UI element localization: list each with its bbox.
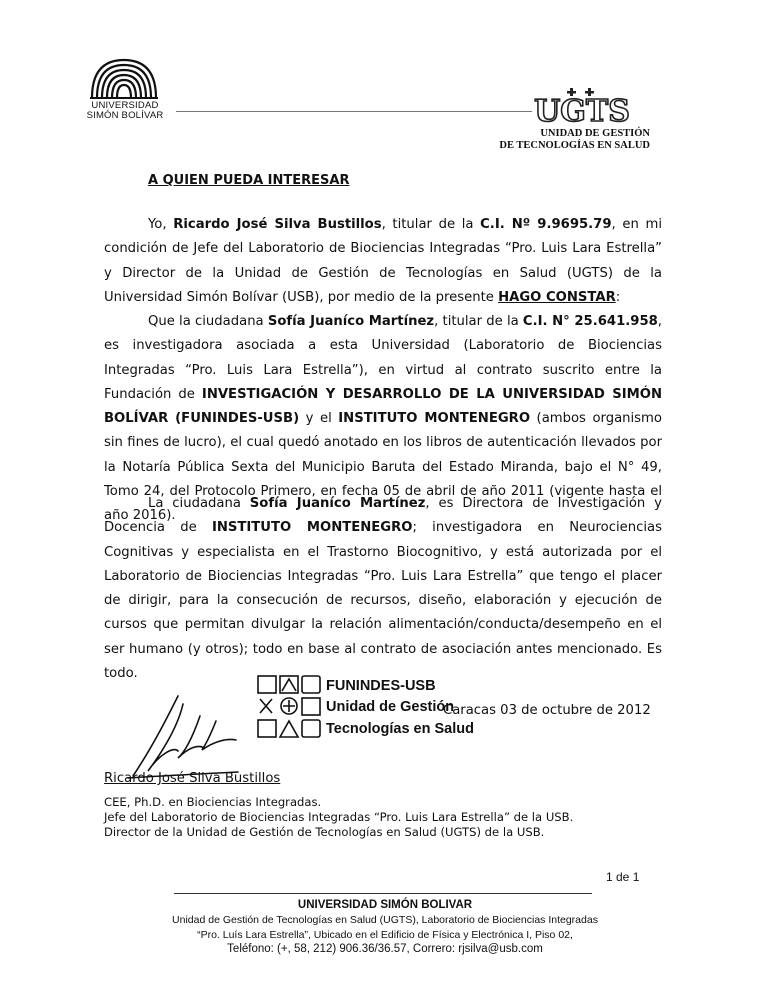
ugts-logo-text: UGTS (534, 94, 630, 129)
ugts-subtitle (490, 128, 650, 152)
footer-rule (174, 893, 592, 894)
p1-text-1: Yo, (148, 217, 174, 232)
stamp-line2: Unidad de Gestión (326, 699, 455, 715)
p3-text-2: , es Directora de Investigación y Docencia de (104, 496, 662, 536)
usb-name-line1: UNIVERSIDAD (91, 100, 159, 111)
stamp-line3: Tecnologías en Salud (326, 721, 474, 737)
p3-instituto: INSTITUTO MONTENEGRO (211, 520, 413, 536)
ugts-logo (534, 88, 630, 129)
p2-ci: C.I. N° 25.641.958 (522, 314, 658, 329)
p2-text-1: Que la ciudadana (148, 314, 268, 329)
p2-text-3: , es investigadora asociada a esta Universidad (Laboratorio de Biociencias Integradas “Pro. Luis Lara Estrella”), en virtud al contrato suscrito entre la Fundación de (104, 314, 662, 402)
ugts-subtitle-line2: DE TECNOLOGÍAS EN SALUD (499, 140, 650, 151)
ugts-subtitle-line1: UNIDAD DE GESTIÓN (540, 128, 650, 139)
paragraph-3 (104, 492, 662, 686)
p3-name: Sofía Juaníco Martínez (249, 496, 426, 511)
p1-text-2: , titular de la (381, 217, 481, 232)
page-number: 1 de 1 (606, 870, 640, 884)
credential-1: CEE, Ph.D. en Biociencias Integradas. (104, 795, 322, 809)
handwritten-signature (118, 676, 268, 786)
p3-text-3: ; investigadora en Neurociencias Cognitivas y especialista en el Trastorno Biocognitivo, y está autorizada por el Laboratorio de Biociencias Integradas “Pro. Luis Lara Estrella” que tengo el placer de dirigir, para la consecución de recursos, diseño, elaboración y ejecución de cursos que permitan divulgar la relación alimentación/conducta/desempeño en el ser humano (y otros); todo en base al contrato de asociación antes mencionado. Es todo. (104, 520, 662, 682)
stamp-line1: FUNINDES-USB (326, 678, 436, 694)
p2-text-5: (ambos organismo sin fines de lucro), el cual quedó anotado en los libros de autenticación llevados por la Notaría Pública Sexta del Municipio Baruta del Estado Miranda, bajo el N° 49, Tomo 24, del Protocolo Primero, en fecha 05 de abril de año 2011 (vigente hasta el año 2016). (104, 411, 662, 524)
signer-name: Ricardo José Silva Bustillos (104, 771, 281, 786)
header-rule (176, 111, 532, 112)
footer-unit: Unidad de Gestión de Tecnologías en Salud (UGTS), Laboratorio de Biociencias Integradas (172, 914, 598, 926)
p2-fundacion: INVESTIGACIÓN Y DESARROLLO DE LA UNIVERSIDAD SIMÓN BOLÍVAR (FUNINDES-USB) (104, 386, 662, 427)
credential-2: Jefe del Laboratorio de Biociencias Integradas “Pro. Luis Lara Estrella” de la USB. (104, 810, 574, 824)
hago-constar: HAGO CONSTAR (498, 289, 616, 305)
p2-text-2: , titular de la (434, 314, 523, 329)
p1-text-4: : (615, 289, 621, 305)
footer-address: “Pro. Luís Lara Estrella”, Ubicado en el Edificio de Física y Electrónica I, Piso 02, (197, 929, 573, 941)
p2-text-4: y el (299, 411, 339, 427)
footer-university: UNIVERSIDAD SIMÓN BOLIVAR (297, 899, 473, 911)
document-title: A QUIEN PUEDA INTERESAR (148, 173, 350, 188)
document-date: Caracas 03 de octubre de 2012 (443, 703, 651, 718)
p2-instituto: INSTITUTO MONTENEGRO (338, 411, 531, 427)
p1-ci: C.I. Nº 9.9695.79 (480, 217, 612, 232)
credential-3: Director de la Unidad de Gestión de Tecnologías en Salud (UGTS) de la USB. (104, 825, 545, 839)
usb-name (70, 101, 180, 121)
p1-name: Ricardo José Silva Bustillos (173, 217, 382, 232)
footer-contact: Teléfono: (+, 58, 212) 906.36/36.57, Correro: rjsilva@usb.com (227, 943, 543, 955)
ugts-logo-mark (534, 88, 630, 129)
usb-name-line2: SIMÓN BOLÍVAR (86, 110, 164, 121)
p1-text-3: , en mi condición de Jefe del Laboratorio de Biociencias Integradas “Pro. Luis Lara Estrella” y Director de la Unidad de Gestión de Tecnologías en Salud (UGTS) de la Universidad Simón Bolívar (USB), por medio de la presente (104, 217, 663, 305)
paragraph-1 (104, 213, 662, 310)
p3-text-1: La ciudadana (148, 496, 250, 511)
p2-name: Sofía Juaníco Martínez (267, 314, 435, 329)
